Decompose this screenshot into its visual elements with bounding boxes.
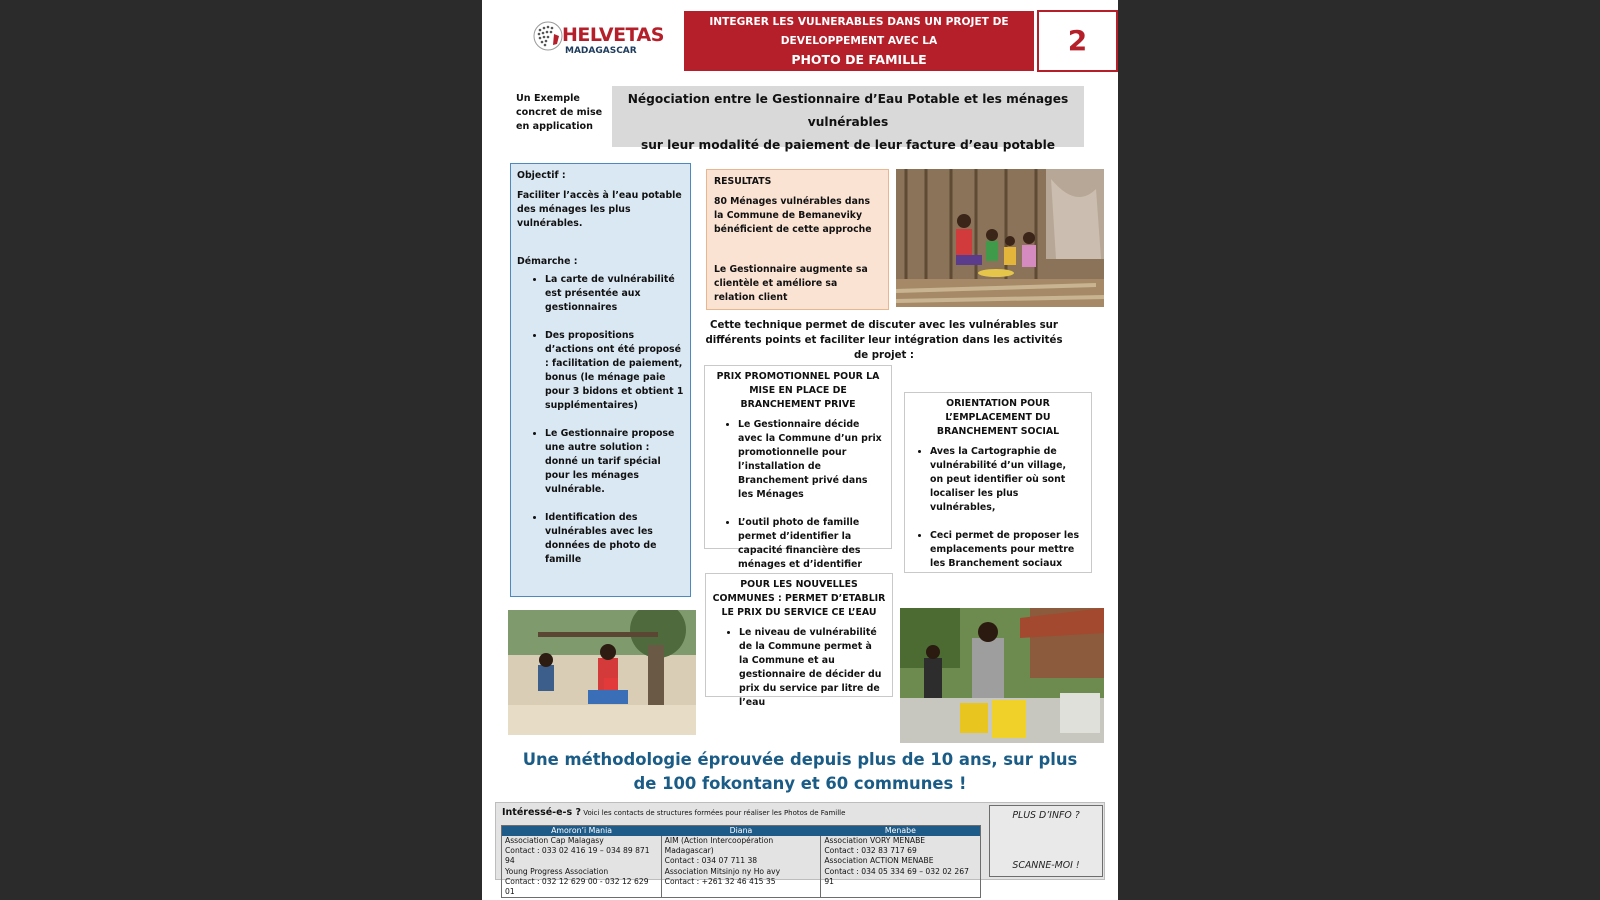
- title-line-1: INTEGRER LES VULNERABLES DANS UN PROJET DE: [709, 16, 1009, 28]
- logo-brand: HELVETAS: [562, 24, 664, 46]
- contact-line: Contact : 034 07 711 38: [664, 856, 758, 866]
- region-header: Amoron’i Mania: [502, 826, 662, 837]
- region-header: Diana: [661, 826, 821, 837]
- contact-line: Association ACTION MENABE: [824, 856, 934, 866]
- communes-heading: POUR LES NOUVELLES COMMUNES : PERMET D’ETABLIR LE PRIX DU SERVICE CE L’EAU: [712, 579, 886, 618]
- photo-family-house-image: [896, 169, 1104, 307]
- list-item: • L’outil photo de famille permet d’identifier la capacité financière des ménages et d’identifier: [738, 516, 882, 572]
- list-item: • Le Gestionnaire propose une autre solution : donné un tarif spécial pour les ménages vulnérable.: [545, 427, 684, 497]
- title-line-2: DEVELOPPEMENT AVEC LA: [780, 35, 938, 47]
- logo-subtitle: MADAGASCAR: [565, 46, 637, 56]
- list-item: • Des propositions d’actions ont été proposé : facilitation de paiement, bonus (le ménage paie pour 3 bidons et obtient 1 supplémentaires): [545, 329, 684, 413]
- region-contacts-cell: [821, 836, 981, 898]
- contact-line: AIM (Action Intercoopération Madagascar): [664, 836, 774, 856]
- plus-info-label: PLUS D’INFO ?: [1012, 810, 1080, 821]
- contact-line: Young Progress Association: [505, 866, 609, 876]
- example-label: Un Exemple concret de mise en application: [516, 93, 603, 132]
- demarche-heading: Démarche :: [517, 256, 578, 267]
- prix-heading: PRIX PROMOTIONNEL POUR LA MISE EN PLACE DE BRANCHEMENT PRIVE: [716, 371, 880, 410]
- communes-list: [739, 626, 883, 710]
- contact-line: Contact : 032 12 629 00 - 032 12 629 01: [505, 876, 649, 897]
- page-number-box: 2: [1037, 10, 1118, 72]
- photo-water-point: [900, 608, 1104, 743]
- orientation-list: [930, 445, 1082, 571]
- footer-intro: [502, 807, 845, 818]
- globe-icon: [532, 20, 564, 52]
- list-item: • La carte de vulnérabilité est présentée aux gestionnaires: [545, 273, 684, 315]
- orientation-panel: [904, 392, 1092, 573]
- objectif-panel: [510, 163, 691, 597]
- contact-line: Association Mitsinjo ny Ho avy: [664, 866, 781, 876]
- contact-line: Contact : 032 83 717 69: [824, 846, 917, 856]
- contact-line: Association VORY MENABE: [824, 836, 926, 845]
- orientation-heading: ORIENTATION POUR L’EMPLACEMENT DU BRANCHEMENT SOCIAL: [936, 398, 1060, 437]
- list-item: • Le Gestionnaire décide avec la Commune d’un prix promotionnelle pour l’installation de Branchement privé dans les Ménages: [738, 418, 882, 502]
- document-page: [482, 0, 1118, 900]
- demarche-list: [545, 273, 684, 567]
- title-banner: [684, 11, 1034, 71]
- example-banner: [612, 86, 1084, 152]
- contacts-table: [501, 825, 981, 898]
- region-contacts-cell: [661, 836, 821, 898]
- objectif-text: Faciliter l’accès à l’eau potable des ménages les plus vulnérables.: [517, 190, 682, 229]
- region-header: Menabe: [821, 826, 981, 837]
- region-contacts-cell: [502, 836, 662, 898]
- photo-women-village: [508, 610, 696, 735]
- contact-line: Association Cap Malagasy: [505, 836, 604, 845]
- list-item: • Identification des vulnérables avec les données de photo de famille: [545, 511, 684, 567]
- footer-intro-text: Voici les contacts de structures formées pour réaliser les Photos de Famille: [583, 809, 846, 817]
- nouvelles-communes-panel: [705, 573, 893, 708]
- photo-family-house: [896, 169, 1104, 307]
- qr-scan-box[interactable]: [989, 805, 1103, 877]
- photo-women-village-image: [508, 610, 696, 735]
- results-heading: RESULTATS: [714, 176, 772, 187]
- results-panel: [706, 169, 889, 310]
- title-line-3: PHOTO DE FAMILLE: [791, 52, 927, 67]
- results-text-1: 80 Ménages vulnérables dans la Commune de Bemaneviky bénéficient de cette approche: [714, 196, 872, 235]
- list-item: • Le niveau de vulnérabilité de la Commune permet à la Commune et au gestionnaire de décider du prix du service par litre de l’eau: [739, 626, 883, 710]
- tagline-line-1: Une méthodologie éprouvée depuis plus de 10 ans, sur plus: [522, 750, 1078, 769]
- list-item: • Aves la Cartographie de vulnérabilité d’un village, on peut identifier où sont localiser les plus vulnérables,: [930, 445, 1082, 515]
- contact-line: Contact : +261 32 46 415 35: [664, 876, 776, 886]
- contacts-footer: [495, 802, 1105, 897]
- list-item: • Ceci permet de proposer les emplacements pour mettre les Branchement sociaux: [930, 529, 1082, 571]
- photo-water-point-image: [900, 608, 1104, 743]
- contact-line: Contact : 033 02 416 19 – 034 89 871 94: [505, 846, 650, 866]
- tagline: [522, 748, 1078, 796]
- technique-text: Cette technique permet de discuter avec les vulnérables sur différents points et faciliter leur intégration dans les activités de projet :: [705, 320, 1063, 361]
- objectif-heading: Objectif :: [517, 170, 566, 181]
- prix-promotionnel-panel: [704, 365, 892, 570]
- results-text-2: Le Gestionnaire augmente sa clientèle et améliore sa relation client: [714, 264, 868, 303]
- example-banner-line-2: sur leur modalité de paiement de leur facture d’eau potable: [640, 138, 1056, 152]
- scanne-moi-label: SCANNE-MOI !: [1012, 860, 1080, 871]
- example-banner-line-1: Négociation entre le Gestionnaire d’Eau Potable et les ménages vulnérables: [627, 92, 1069, 129]
- helvetas-logo: [532, 18, 672, 60]
- contact-line: Contact : 034 05 334 69 – 032 02 267 91: [824, 866, 969, 886]
- tagline-line-2: de 100 fokontany et 60 communes !: [633, 774, 967, 793]
- prix-list: [738, 418, 882, 572]
- footer-question: Intéressé-e-s ?: [502, 807, 581, 818]
